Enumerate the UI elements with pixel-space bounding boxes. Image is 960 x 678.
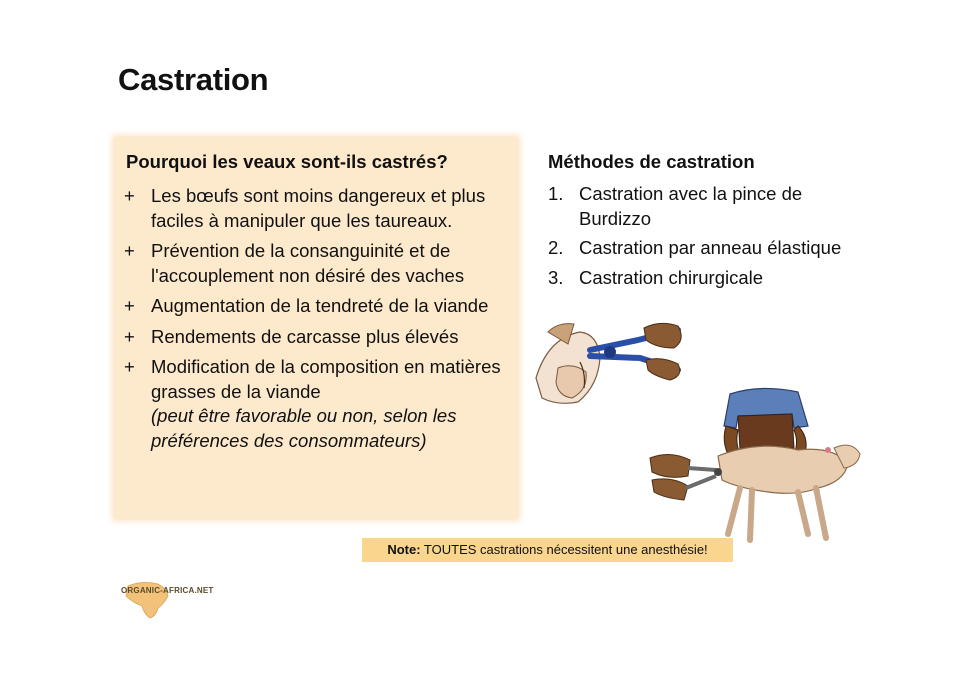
- calf-castration-illustration: [648, 384, 866, 546]
- list-item: 2. Castration par anneau élastique: [548, 236, 848, 261]
- list-number: 1.: [548, 183, 564, 204]
- list-number: 2.: [548, 237, 564, 258]
- list-item: + Modification de la composition en matières grasses de la viande (peut être favorable ou non, selon les préférences des consommateurs): [124, 355, 514, 453]
- item-note: (peut être favorable ou non, selon les préférences des consommateurs): [151, 405, 457, 451]
- note-label: Note:: [387, 542, 421, 557]
- why-heading: Pourquoi les veaux sont-ils castrés?: [126, 151, 448, 172]
- list-number: 3.: [548, 266, 564, 288]
- list-item: 3. Castration chirurgicale: [548, 266, 848, 291]
- anesthesia-note: [362, 538, 733, 562]
- plus-bullet: +: [124, 295, 135, 316]
- list-item: + Prévention de la consanguinité et de l'accouplement non désiré des vaches: [124, 240, 465, 286]
- plus-bullet: +: [124, 356, 135, 377]
- plus-bullet: +: [124, 185, 135, 206]
- list-item: + Rendements de carcasse plus élevés: [124, 325, 514, 350]
- africa-map-logo: [118, 578, 218, 620]
- methods-heading: Méthodes de castration: [548, 151, 755, 172]
- list-item: 1. Castration avec la pince de Burdizzo: [548, 183, 803, 229]
- plus-bullet: +: [124, 325, 135, 347]
- logo-text: ORGANIC-AFRICA.NET: [121, 586, 214, 595]
- page-title: Castration: [118, 62, 269, 97]
- plus-bullet: +: [124, 240, 135, 261]
- note-text: TOUTES castrations nécessitent une anesthésie!: [420, 542, 708, 557]
- why-list: [124, 184, 514, 459]
- methods-list: [548, 182, 848, 295]
- list-item: + Les bœufs sont moins dangereux et plus faciles à manipuler que les taureaux.: [124, 185, 486, 231]
- list-item: + Augmentation de la tendreté de la viande: [124, 294, 514, 319]
